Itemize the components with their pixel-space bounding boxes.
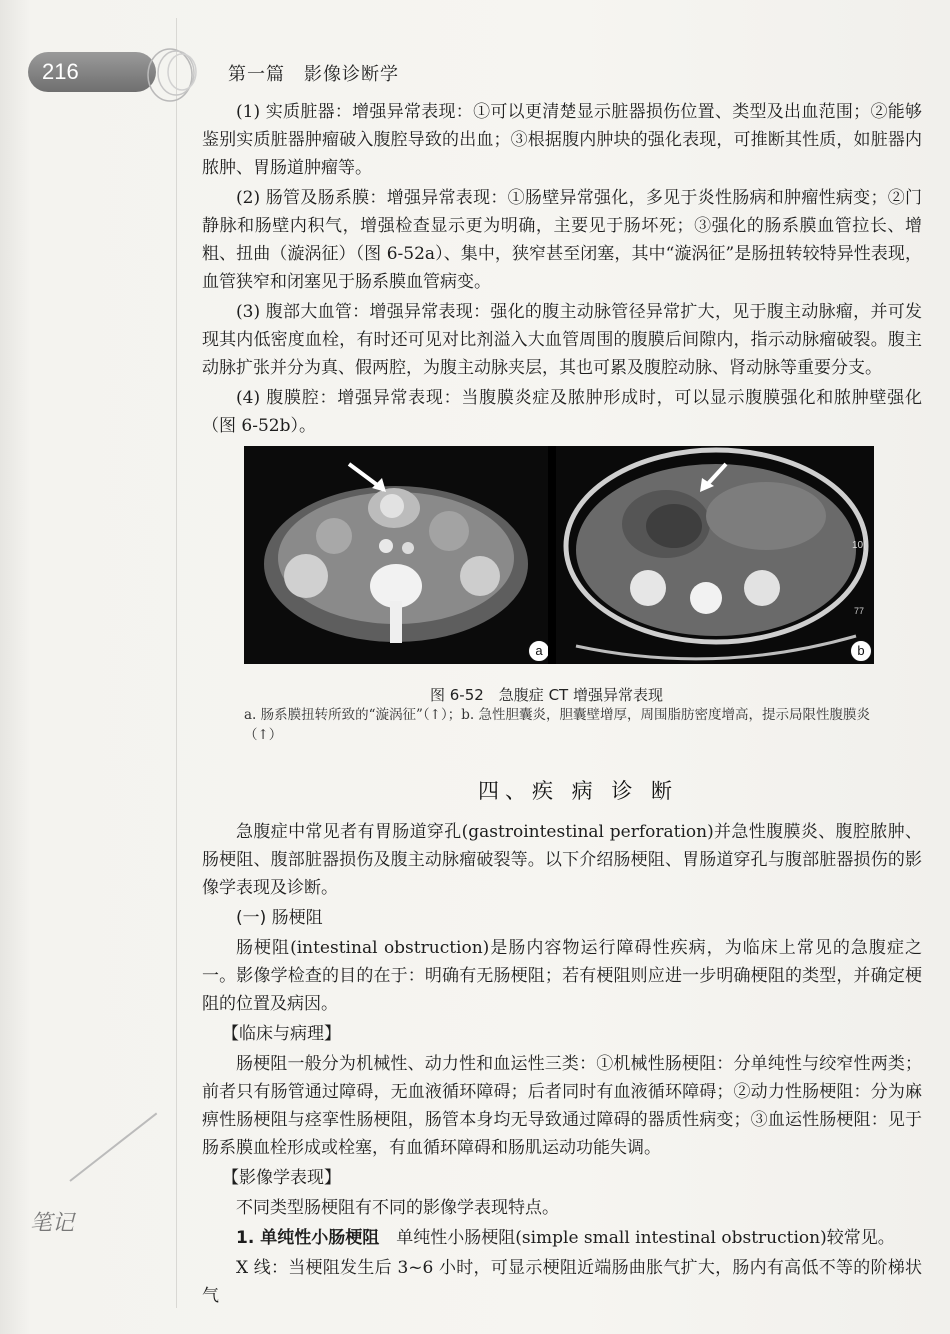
item1-label: 1. 单纯性小肠梗阻 <box>236 1228 380 1248</box>
paragraph-great-vessels: (3) 腹部大血管：增强异常表现：强化的腹主动脉管径异常扩大，见于腹主动脉瘤，并可发现其内低密度血栓，有时还可见对比剂溢入大血管周围的腹膜后间隙内，指示动脉瘤破裂。腹主动脉扩张并分为真、假两腔，为腹主动脉夹层，其也可累及腹腔动脉、肾动脉等重要分支。 <box>202 302 922 378</box>
paragraph-obstruction: 肠梗阻(intestinal obstruction)是肠内容物运行障碍性疾病，为临床上常见的急腹症之一。影像学检查的目的在于：明确有无肠梗阻；若有梗阻则应进一步明确梗阻的类型，并确定梗阻的位置及病因。 <box>202 938 922 1014</box>
paragraph-peritoneal-cavity: (4) 腹膜腔：增强异常表现：当腹膜炎症及脓肿形成时，可以显示腹膜强化和脓肿壁强化（图 6-52b）。 <box>202 388 922 436</box>
margin-divider <box>176 18 177 1308</box>
bottom-text-block <box>202 818 922 1310</box>
paragraph-imaging: 不同类型肠梗阻有不同的影像学表现特点。 <box>236 1198 559 1218</box>
heading-imaging: 【影像学表现】 <box>222 1168 341 1188</box>
ct-image-b <box>556 446 874 664</box>
figure-caption: a. 肠系膜扭转所致的“漩涡征”（↑）；b. 急性胆囊炎，胆囊壁增厚，周围脂肪密度增高，提示局限性腹膜炎（↑） <box>244 707 870 743</box>
ct-side-text-2: 77 <box>854 606 865 616</box>
figure-6-52 <box>244 446 874 664</box>
section-title: 四、疾 病 诊 断 <box>478 779 679 803</box>
item-simple-obstruction <box>202 1224 922 1252</box>
top-text-block <box>202 98 922 440</box>
chapter-header: 第一篇 影像诊断学 <box>228 64 399 85</box>
paragraph-bowel-mesentery: (2) 肠管及肠系膜：增强异常表现：①肠壁异常强化，多见于炎性肠病和肿瘤性病变；②门静脉和肠壁内积气，增强检查显示更为明确，主要见于肠坏死；③强化的肠系膜血管拉长、增粗、扭曲（漩涡征）（图 6-52a）、集中，狭窄甚至闭塞，其中“漩涡征”是肠扭转较特异性表现，血管狭窄和闭塞见于肠系膜血管病变。 <box>202 188 922 292</box>
figure-title: 图 6-52 急腹症 CT 增强异常表现 <box>430 686 663 704</box>
subsection-title: (一) 肠梗阻 <box>236 908 323 928</box>
figure-label-b: b <box>850 640 872 662</box>
page-number-badge <box>28 52 156 92</box>
figure-label-a: a <box>528 640 548 662</box>
paragraph-solid-organs: (1) 实质脏器：增强异常表现：①可以更清楚显示脏器损伤位置、类型及出血范围；②能够鉴别实质脏器肿瘤破入腹腔导致的出血；③根据腹内肿块的强化表现，可推断其性质，如脏器内脓肿、胃肠道肿瘤等。 <box>202 102 922 178</box>
heading-clinical-pathology: 【临床与病理】 <box>222 1024 341 1044</box>
paragraph-xray: X 线：当梗阻发生后 3~6 小时，可显示梗阻近端肠曲胀气扩大，肠内有高低不等的阶梯状气 <box>202 1258 922 1306</box>
ct-side-text-1: 10( <box>852 540 867 551</box>
paragraph-clinical: 肠梗阻一般分为机械性、动力性和血运性三类：①机械性肠梗阻：分单纯性与绞窄性两类；前者只有肠管通过障碍，无血液循环障碍；后者同时有血液循环障碍；②动力性肠梗阻：分为麻痹性肠梗阻与痉挛性肠梗阻，肠管本身均无导致通过障碍的器质性病变；③血运性肠梗阻：见于肠系膜血栓形成或栓塞，有血循环障碍和肠肌运动功能失调。 <box>202 1054 922 1158</box>
margin-note: 笔记 <box>30 1211 75 1236</box>
paragraph-intro: 急腹症中常见者有胃肠道穿孔(gastrointestinal perforation)并急性腹膜炎、腹腔脓肿、肠梗阻、腹部脏器损伤及腹主动脉瘤破裂等。以下介绍肠梗阻、胃肠道穿孔与腹部脏器损伤的影像学表现及诊断。 <box>202 822 922 898</box>
item1-text: 单纯性小肠梗阻(simple small intestinal obstruction)较常见。 <box>396 1228 895 1248</box>
page-number: 216 <box>42 59 79 84</box>
ct-image-a <box>244 446 548 664</box>
